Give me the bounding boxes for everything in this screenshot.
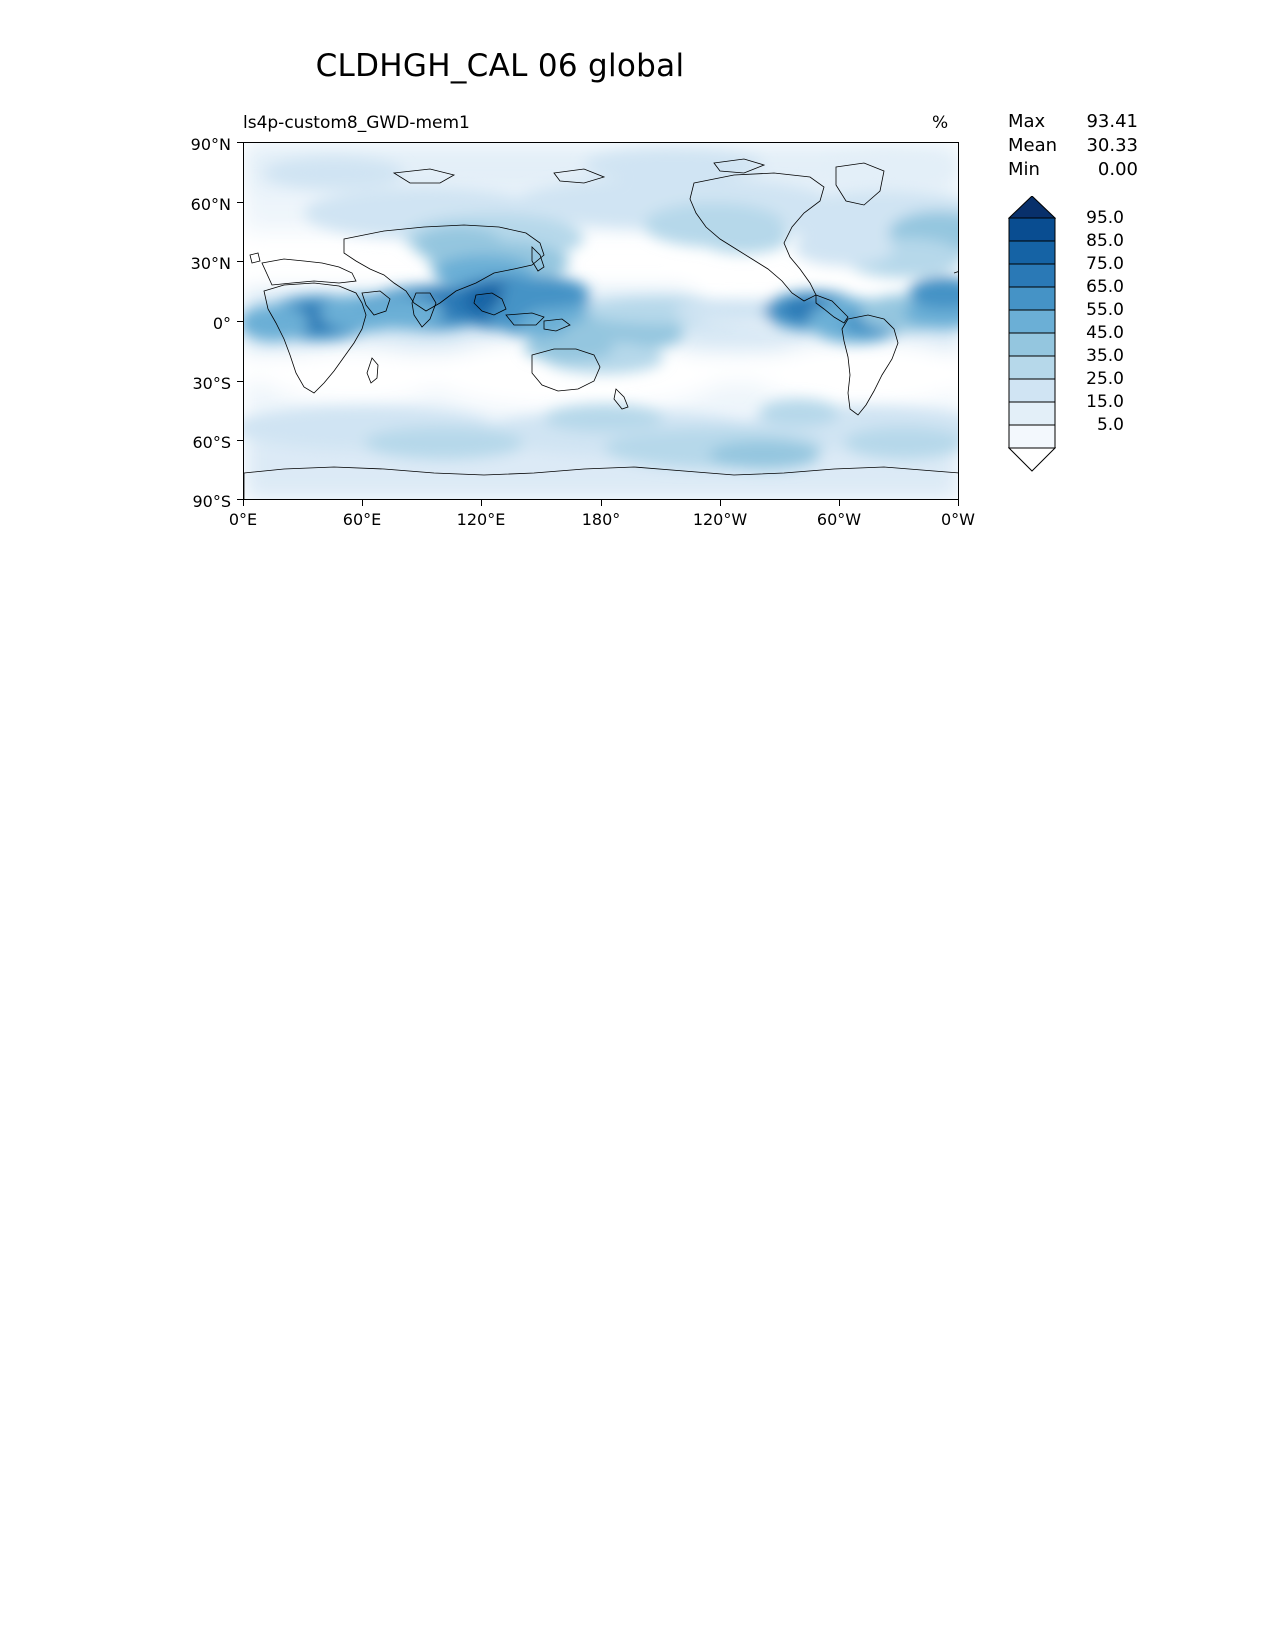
- colorbar: [1008, 196, 1056, 472]
- xtick-label-60w: 60°W: [816, 510, 862, 529]
- colorbar-tick-25: 25.0: [1086, 369, 1124, 389]
- stat-value-mean: 30.33: [1086, 135, 1138, 156]
- xtick-label-60e: 60°E: [342, 510, 382, 529]
- stat-value-max: 93.41: [1086, 111, 1138, 132]
- stat-label-max: Max: [1008, 111, 1046, 132]
- ytick-label-30s: 30°S: [192, 374, 231, 393]
- case-label: ls4p-custom8_GWD-mem1: [243, 113, 470, 133]
- stat-row-max: [1008, 110, 1138, 134]
- colorbar-tick-85: 85.0: [1086, 231, 1124, 251]
- ytick-mark-0: [237, 321, 243, 322]
- xtick-label-0w: 0°W: [941, 510, 975, 529]
- map-plot-area: [243, 142, 959, 500]
- contour-mid-layer: [244, 149, 959, 469]
- colorbar-tick-labels: [1062, 196, 1132, 472]
- ytick-mark-60n: [237, 202, 243, 203]
- colorbar-tick-15: 15.0: [1086, 392, 1124, 412]
- colorbar-tick-5: 5.0: [1096, 415, 1124, 435]
- ytick-mark-30n: [237, 261, 243, 262]
- ytick-label-60n: 60°N: [190, 195, 231, 214]
- colorbar-svg: [1008, 196, 1056, 472]
- units-label: %: [932, 113, 949, 133]
- colorbar-tick-55: 55.0: [1086, 300, 1124, 320]
- stat-row-mean: [1008, 134, 1138, 158]
- statistics-block: [1008, 110, 1138, 182]
- colorbar-tick-35: 35.0: [1086, 346, 1124, 366]
- xtick-label-120e: 120°E: [456, 510, 506, 529]
- xtick-mark-0w: [958, 500, 959, 506]
- xtick-label-0e: 0°E: [228, 510, 258, 529]
- stat-row-min: [1008, 158, 1138, 182]
- xtick-mark-0e: [243, 500, 244, 506]
- ytick-label-60s: 60°S: [192, 433, 231, 452]
- colorbar-tick-65: 65.0: [1086, 277, 1124, 297]
- xtick-mark-180: [601, 500, 602, 506]
- ytick-label-90s: 90°S: [192, 492, 231, 511]
- xtick-label-180: 180°: [581, 510, 621, 529]
- xtick-label-120w: 120°W: [692, 510, 748, 529]
- ytick-mark-60s: [237, 440, 243, 441]
- xtick-mark-120e: [481, 500, 482, 506]
- ytick-label-90n: 90°N: [190, 135, 231, 154]
- stat-label-mean: Mean: [1008, 135, 1058, 156]
- colorbar-tick-75: 75.0: [1086, 254, 1124, 274]
- stat-label-min: Min: [1008, 159, 1040, 180]
- xtick-mark-120w: [720, 500, 721, 506]
- page-title: CLDHGH_CAL 06 global: [315, 48, 685, 84]
- ytick-mark-90n: [237, 142, 243, 143]
- stat-value-min: 0.00: [1097, 159, 1138, 180]
- map-contour-svg: [244, 143, 959, 500]
- colorbar-tick-45: 45.0: [1086, 323, 1124, 343]
- ytick-mark-30s: [237, 381, 243, 382]
- xtick-mark-60w: [839, 500, 840, 506]
- ytick-label-30n: 30°N: [190, 254, 231, 273]
- colorbar-tick-95: 95.0: [1086, 208, 1124, 228]
- xtick-mark-60e: [362, 500, 363, 506]
- ytick-label-0: 0°: [212, 314, 231, 333]
